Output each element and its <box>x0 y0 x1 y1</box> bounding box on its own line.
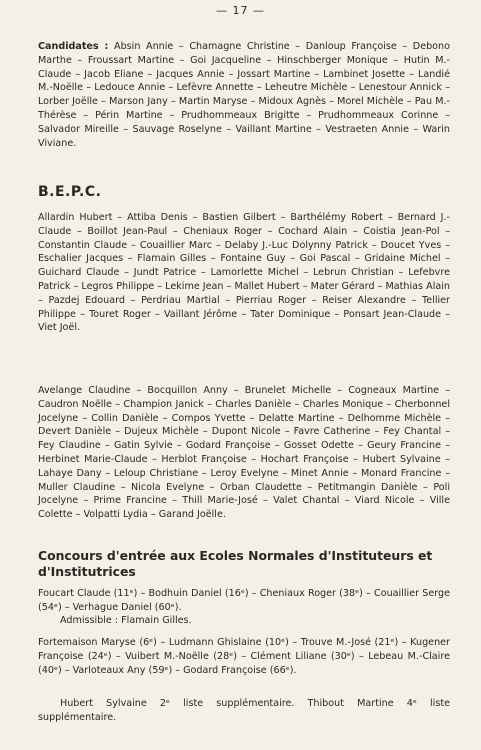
bepc-heading: B.E.P.C. <box>38 184 102 200</box>
admissible-line: Admissible : Flamain Gilles. <box>60 615 192 626</box>
candidates-list: Absin Annie – Chamagne Christine – Danloup Françoise – Debono Marthe – Froussart Martine – Goi Jacqueline – Hinschberger Monique – Hutin M.-Claude – Jacob Eliane – Jacques Annie – Jossart Martine – Lambinet Josette – Landié M.-Noëlle – Ledouce Annie – Lefèvre Annette – Leheutre Michèle – Lenestour Annick – Lorber Joëlle – Marson Jany – Martin Maryse – Midoux Agnès – Morel Michèle – Pau M.-Thérèse – Périn Martine – Prudhommeaux Brigitte – Prudhommeaux Corinne – Salvador Mireille – Sauvage Roselyne – Vaillant Martine – Vestraeten Annie – Warin Viviane. <box>38 41 450 149</box>
concours-institutrices-paragraph: Fortemaison Maryse (6ᵉ) – Ludmann Ghislaine (10ᵉ) – Trouve M.-José (21ᵉ) – Kugener Françoise (24ᵉ) – Vuibert M.-Noëlle (28ᵉ) – Clément Liliane (30ᵉ) – Lebeau M.-Claire (40ᵉ) – Varloteaux Any (59ᵉ) – Godard Françoise (66ᵉ). <box>38 637 450 676</box>
page-number: — 17 — <box>216 4 265 17</box>
concours-heading: Concours d'entrée aux Ecoles Normales d'Instituteurs et d'Institutrices <box>38 548 433 579</box>
concours-instituteurs-paragraph: Foucart Claude (11ᵉ) – Bodhuin Daniel (16ᵉ) – Cheniaux Roger (38ᵉ) – Couaillier Serge (54ᵉ) – Verhague Daniel (60ᵉ). <box>38 588 450 613</box>
bepc-boys-paragraph: Allardin Hubert – Attiba Denis – Bastien Gilbert – Barthélémy Robert – Bernard J.-Claude – Boillot Jean-Paul – Cheniaux Roger – Cochard Alain – Coistia Jean-Pol – Constantin Claude – Couaillier Marc – Delaby J.-Luc Dolynny Patrick – Doucet Yves – Eschalier Jacques – Flamain Gilles – Fontaine Guy – Goi Pascal – Gridaine Michel – Guichard Claude – Jundt Patrice – Lamorlette Michel – Lebrun Christian – Lefebvre Patrick – Legros Philippe – Lekime Jean – Mallet Hubert – Mater Gérard – Mathias Alain – Pazdej Edouard – Perdriau Martial – Pierriau Roger – Reiser Alexandre – Tellier Philippe – Touret Roger – Vaillant Jérôme – Tater Dominique – Ponsart Jean-Claude – Viet Joël. <box>38 212 450 334</box>
supplementary-list-note: Hubert Sylvaine 2ᵉ liste supplémentaire. Thibout Martine 4ᵉ liste supplémentaire. <box>38 698 450 723</box>
candidates-lead: Candidates : <box>38 41 109 52</box>
candidates-paragraph <box>38 40 450 150</box>
bepc-girls-paragraph: Avelange Claudine – Bocquillon Anny – Brunelet Michelle – Cogneaux Martine – Caudron Noëlle – Champion Janick – Charles Danièle – Charles Monique – Cherbonnel Jocelyne – Collin Danièle – Compos Yvette – Delatte Martine – Delhomme Michèle – Devert Danièle – Dujeux Michèle – Dupont Nicole – Favre Catherine – Fey Chantal – Fey Claudine – Gatin Sylvie – Godard Françoise – Gosset Odette – Geury Francine – Herbinet Marie-Claude – Herblot Françoise – Hochart Françoise – Hubert Sylvaine – Lahaye Dany – Leloup Christiane – Leroy Evelyne – Minet Annie – Monard Francine – Muller Claudine – Nicola Evelyne – Orban Claudette – Petitmangin Danièle – Poli Jocelyne – Prime Francine – Thill Marie-José – Valet Chantal – Viard Nicole – Ville Colette – Volpatti Lydia – Garand Joëlle. <box>38 385 450 521</box>
